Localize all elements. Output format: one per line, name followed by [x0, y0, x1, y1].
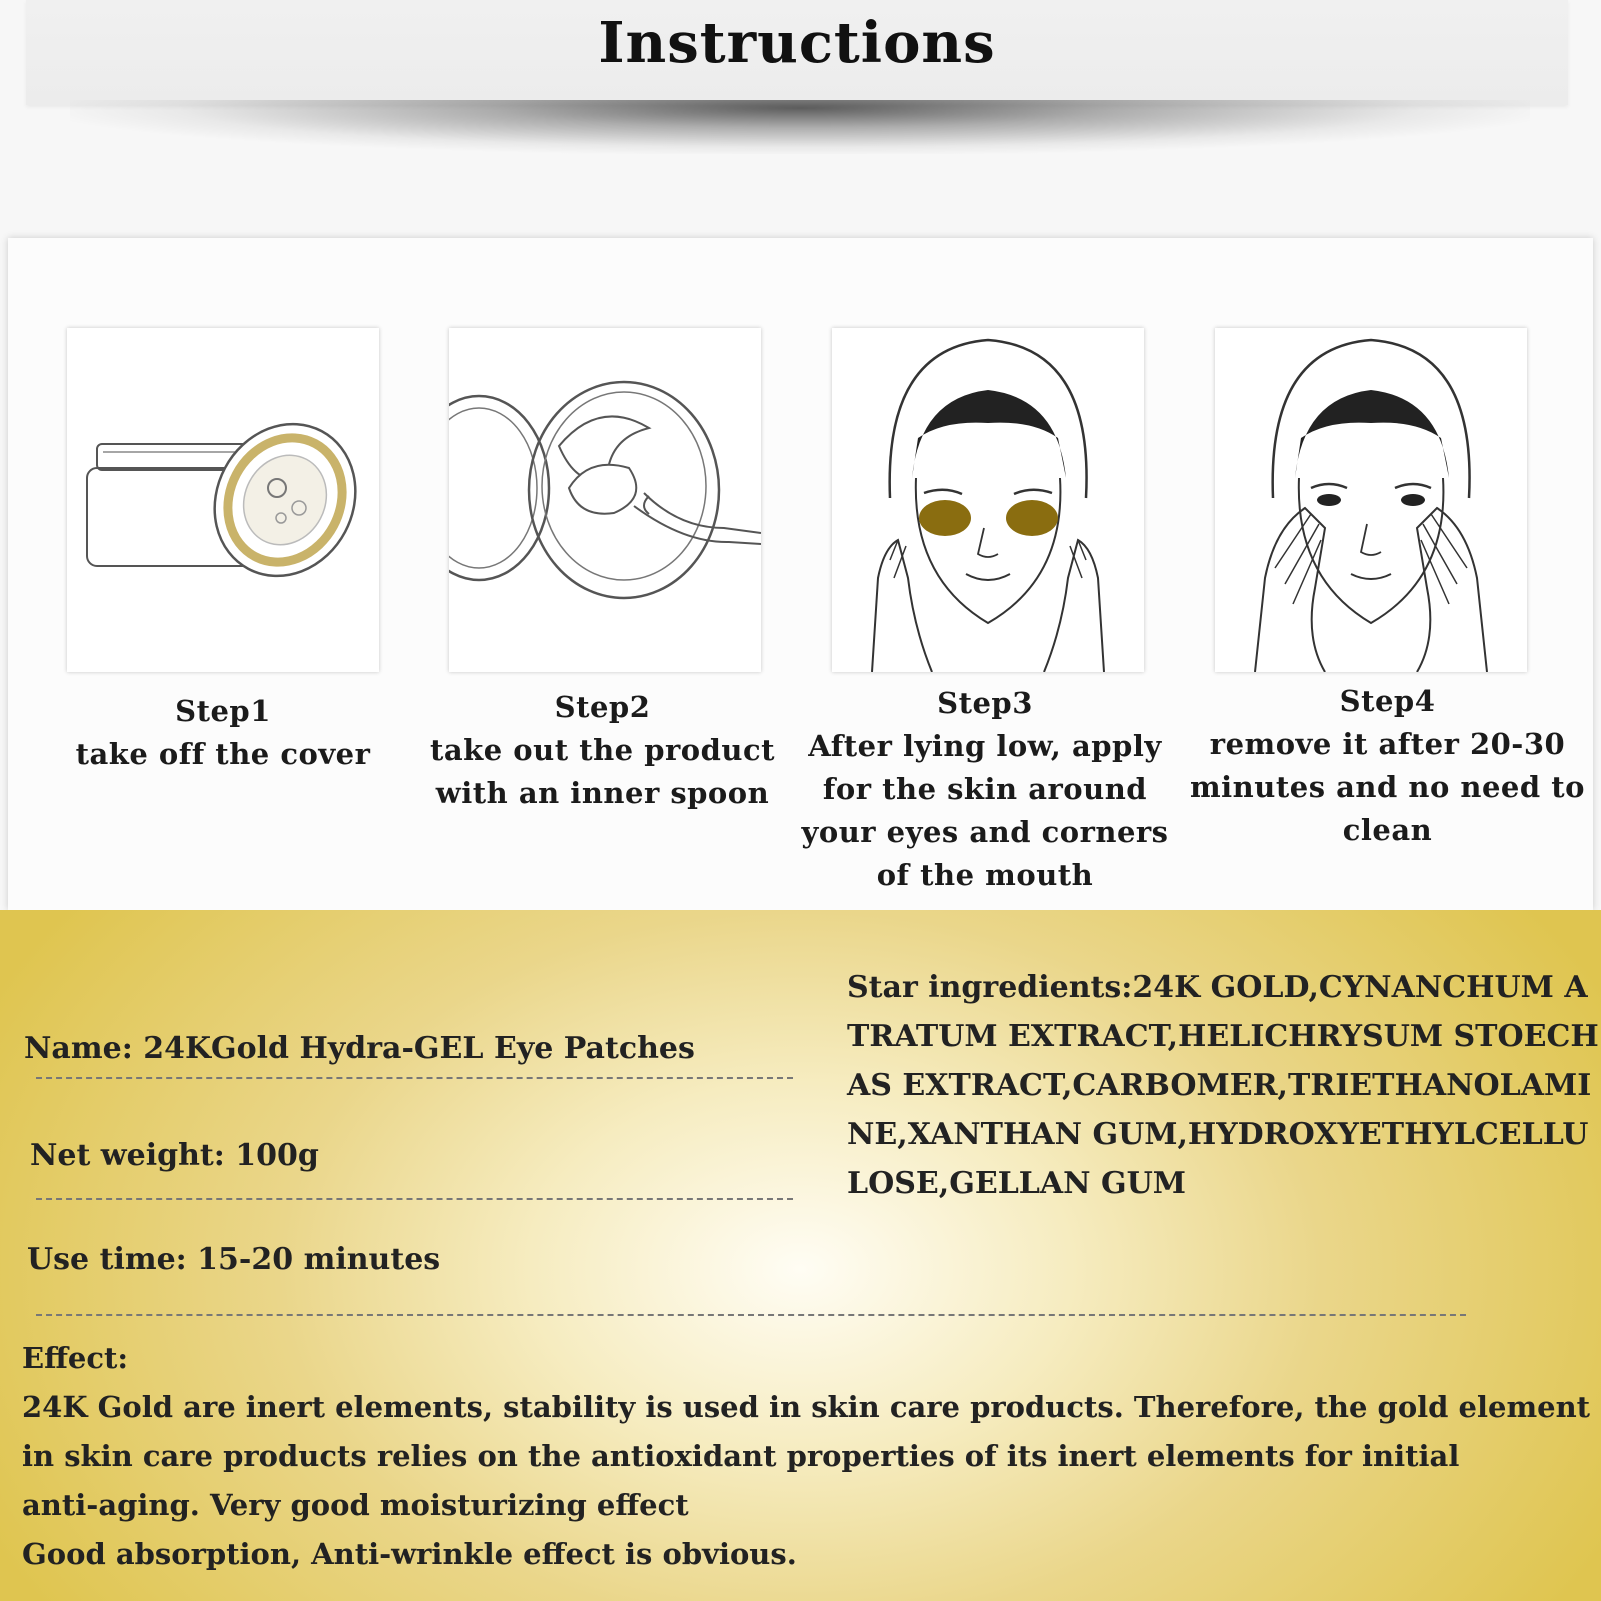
step3-line-2: for the skin around — [822, 772, 1148, 806]
divider-2 — [36, 1198, 793, 1200]
step3-line-3: your eyes and corners — [801, 815, 1169, 849]
step2-line-2: with an inner spoon — [435, 776, 770, 810]
step3-line-1: After lying low, apply — [808, 729, 1162, 763]
divider-3 — [36, 1314, 1466, 1316]
step4-line-1: remove it after 20-30 — [1209, 727, 1566, 761]
step4-line-3: clean — [1342, 813, 1433, 847]
step4-caption — [1185, 680, 1590, 852]
step3-illustration — [832, 328, 1144, 672]
divider-1 — [36, 1077, 793, 1079]
step3-line-4: of the mouth — [876, 858, 1094, 892]
face-with-hands-icon — [1215, 328, 1527, 672]
effect-heading: Effect: — [22, 1341, 129, 1375]
step4-illustration — [1215, 328, 1527, 672]
effect-line-1: 24K Gold are inert elements, stability is used in skin care products. Therefore, the gold element — [22, 1390, 1591, 1424]
step3-title: Step3 — [937, 686, 1033, 720]
effect-line-3: anti-aging. Very good moisturizing effect — [22, 1488, 689, 1522]
step2-caption — [420, 686, 785, 815]
step1-caption — [43, 690, 403, 776]
use-time: Use time: 15-20 minutes — [27, 1242, 441, 1277]
instructions-banner — [26, 0, 1568, 105]
step1-title: Step1 — [175, 694, 271, 728]
step4-title: Step4 — [1339, 684, 1436, 718]
banner-shadow — [70, 100, 1530, 154]
step2-illustration — [449, 328, 761, 672]
page-title: Instructions — [598, 10, 996, 76]
step3-caption — [790, 682, 1180, 897]
open-jar-icon — [449, 328, 761, 672]
effect-line-2: in skin care products relies on the antioxidant properties of its inert elements for initial — [22, 1439, 1460, 1473]
star-ingredients: Star ingredients:24K GOLD,CYNANCHUM ATRATUM EXTRACT,HELICHRYSUM STOECHAS EXTRACT,CARBOMER,TRIETHANOLAMINE,XANTHAN GUM,HYDROXYETHYLCELLULOSE,GELLAN GUM — [847, 970, 1599, 1201]
step1-illustration — [67, 328, 379, 672]
net-weight: Net weight: 100g — [30, 1138, 319, 1173]
step2-line-1: take out the product — [429, 733, 776, 767]
face-with-patches-icon — [832, 328, 1144, 672]
step2-title: Step2 — [554, 690, 651, 724]
effect-line-4: Good absorption, Anti-wrinkle effect is obvious. — [22, 1537, 797, 1571]
step1-line-1: take off the cover — [75, 737, 371, 771]
step4-line-2: minutes and no need to — [1189, 770, 1585, 804]
effect-block — [22, 1334, 1597, 1579]
jar-icon — [67, 328, 379, 672]
product-name: Name: 24KGold Hydra-GEL Eye Patches — [24, 1031, 695, 1066]
